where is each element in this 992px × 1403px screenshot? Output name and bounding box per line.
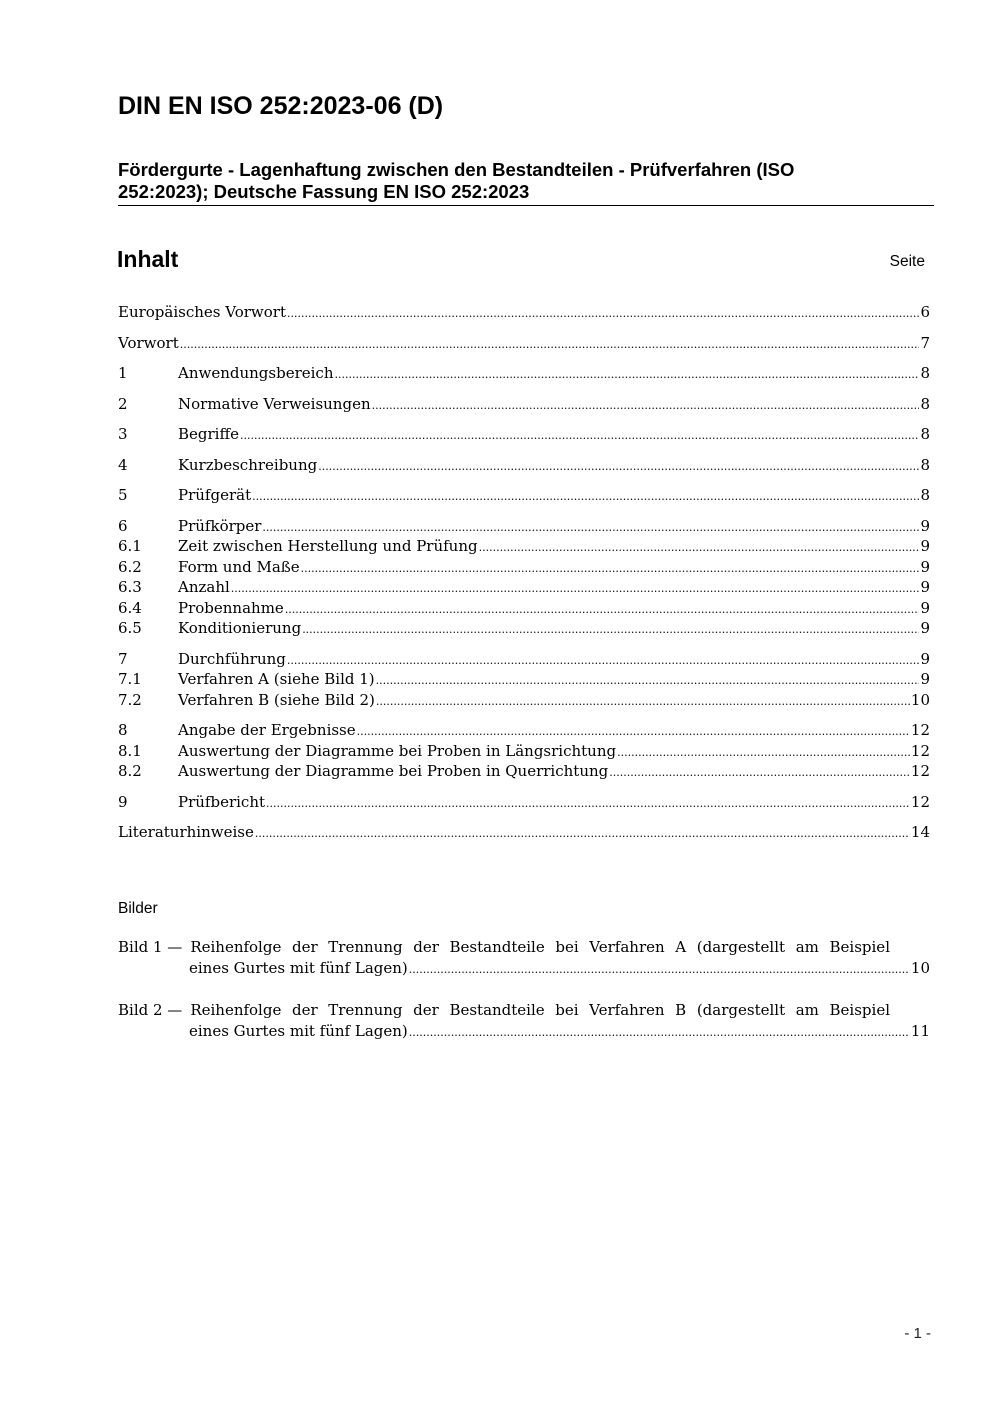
toc-entry[interactable] — [118, 822, 930, 843]
toc-entry-page: 10 — [910, 690, 930, 709]
toc-entry[interactable] — [118, 577, 930, 598]
figure-label: Bild 2 — — [118, 1001, 183, 1019]
toc-entry-number: 2 — [118, 394, 128, 413]
toc-entry-number: 6.3 — [118, 578, 142, 596]
toc-entry-page: 9 — [920, 670, 930, 688]
toc-entry-number: 9 — [118, 792, 128, 811]
toc-entry[interactable] — [118, 598, 930, 619]
toc-entry-title: Prüfgerät — [178, 486, 252, 504]
toc-entry-page: 8 — [920, 486, 930, 504]
toc-entry-title: Verfahren B (siehe Bild 2) — [178, 690, 375, 709]
figures-heading: Bilder — [118, 900, 158, 917]
toc-entry-page: 14 — [910, 823, 930, 841]
toc-entry-title: Normative Verweisungen — [178, 394, 371, 413]
toc-leader-dots — [180, 333, 920, 356]
toc-leader-dots — [240, 424, 919, 447]
subtitle-line-1: Fördergurte - Lagenhaftung zwischen den Bestandteilen - Prüfverfahren (ISO — [118, 159, 795, 180]
title-divider — [118, 205, 934, 206]
toc-entry[interactable] — [118, 455, 930, 476]
toc-leader-dots — [609, 761, 910, 784]
toc-entry-title: Verfahren A (siehe Bild 1) — [178, 670, 375, 688]
toc-entry-number: 6.5 — [118, 619, 142, 637]
table-of-contents — [118, 300, 930, 843]
toc-entry-number: 6.4 — [118, 598, 142, 617]
toc-leader-dots — [262, 516, 919, 539]
toc-entry[interactable] — [118, 302, 930, 323]
toc-leader-dots — [287, 649, 920, 672]
toc-entry[interactable] — [118, 536, 930, 557]
figure-title-line-1: Reihenfolge der Trennung der Bestandteile bei Verfahren A (dargestellt am Beispiel — [190, 938, 890, 956]
toc-entry[interactable] — [118, 557, 930, 578]
toc-entry-number: 8 — [118, 721, 128, 739]
toc-leader-dots — [231, 577, 920, 600]
toc-leader-dots — [318, 455, 919, 478]
toc-entry[interactable] — [118, 669, 930, 690]
toc-entry-title: Europäisches Vorwort — [118, 303, 286, 321]
toc-entry-page: 8 — [920, 364, 930, 382]
figure-title-line-1: Reihenfolge der Trennung der Bestandteile bei Verfahren B (dargestellt am Beispiel — [190, 1001, 890, 1019]
toc-entry[interactable] — [118, 792, 930, 813]
toc-entry-page: 9 — [920, 516, 930, 535]
toc-entry-number: 8.2 — [118, 762, 142, 780]
toc-entry-title: Literaturhinweise — [118, 823, 254, 841]
toc-leader-dots — [285, 598, 920, 621]
toc-entry[interactable] — [118, 424, 930, 445]
figure-title-line-2: eines Gurtes mit fünf Lagen) — [189, 1022, 408, 1040]
toc-entry-page: 9 — [920, 557, 930, 576]
toc-entry-page: 9 — [920, 619, 930, 637]
toc-entry-title: Durchführung — [178, 649, 286, 668]
toc-entry-page: 9 — [920, 649, 930, 668]
toc-entry[interactable] — [118, 333, 930, 354]
toc-entry[interactable] — [118, 649, 930, 670]
toc-entry[interactable] — [118, 485, 930, 506]
toc-entry[interactable] — [118, 618, 930, 639]
figure-label: Bild 1 — — [118, 938, 183, 956]
toc-entry-page: 8 — [920, 394, 930, 413]
toc-entry-number: 7 — [118, 649, 128, 668]
toc-entry-title: Anwendungsbereich — [178, 364, 334, 382]
toc-leader-dots — [479, 536, 920, 559]
toc-leader-dots — [409, 1021, 910, 1043]
toc-entry-number: 3 — [118, 425, 128, 443]
page-column-label: Seite — [889, 253, 925, 270]
toc-entry-page: 9 — [920, 578, 930, 596]
toc-entry-number: 7.2 — [118, 690, 142, 709]
toc-leader-dots — [302, 618, 919, 641]
toc-entry[interactable] — [118, 720, 930, 741]
toc-entry-number: 8.1 — [118, 741, 142, 760]
toc-entry-page: 9 — [920, 537, 930, 555]
figure-entry[interactable] — [118, 937, 930, 979]
toc-entry-page: 12 — [910, 721, 930, 739]
toc-entry-page: 12 — [910, 792, 930, 811]
toc-entry[interactable] — [118, 741, 930, 762]
toc-entry[interactable] — [118, 363, 930, 384]
toc-entry-title: Prüfbericht — [178, 792, 266, 811]
toc-entry-page: 9 — [920, 598, 930, 617]
toc-entry-number: 5 — [118, 486, 128, 504]
toc-entry-title: Begriffe — [178, 425, 240, 443]
toc-entry[interactable] — [118, 394, 930, 415]
subtitle-line-2: 252:2023); Deutsche Fassung EN ISO 252:2023 — [118, 181, 530, 202]
toc-entry-number: 6 — [118, 516, 128, 535]
toc-entry-title: Anzahl — [178, 578, 230, 596]
toc-entry-title: Probennahme — [178, 598, 284, 617]
figure-page: 11 — [910, 1022, 930, 1040]
toc-entry-title: Angabe der Ergebnisse — [178, 721, 356, 739]
toc-entry-title: Auswertung der Diagramme bei Proben in Querrichtung — [178, 762, 609, 780]
toc-entry-page: 8 — [920, 425, 930, 443]
toc-entry[interactable] — [118, 761, 930, 782]
document-subtitle — [118, 159, 878, 203]
toc-leader-dots — [409, 958, 910, 980]
figures-list — [118, 937, 930, 1063]
toc-entry-page: 7 — [920, 333, 930, 352]
toc-entry-number: 6.2 — [118, 557, 142, 576]
toc-entry-title: Kurzbeschreibung — [178, 455, 318, 474]
toc-heading: Inhalt — [117, 246, 179, 272]
toc-entry-number: 6.1 — [118, 537, 142, 555]
toc-leader-dots — [301, 557, 920, 580]
toc-entry-number: 1 — [118, 364, 128, 382]
toc-entry-title: Prüfkörper — [178, 516, 262, 535]
toc-entry[interactable] — [118, 690, 930, 711]
toc-leader-dots — [376, 669, 920, 692]
toc-leader-dots — [266, 792, 910, 815]
toc-entry-title: Konditionierung — [178, 619, 302, 637]
toc-entry-title: Zeit zwischen Herstellung und Prüfung — [178, 537, 478, 555]
toc-entry-title: Vorwort — [118, 333, 179, 352]
toc-leader-dots — [255, 822, 910, 845]
toc-entry[interactable] — [118, 516, 930, 537]
toc-leader-dots — [617, 741, 910, 764]
toc-entry-page: 6 — [920, 303, 930, 321]
toc-leader-dots — [287, 302, 919, 325]
toc-entry-page: 12 — [910, 741, 930, 760]
toc-leader-dots — [334, 363, 919, 386]
document-title: DIN EN ISO 252:2023-06 (D) — [118, 92, 444, 120]
toc-entry-number: 4 — [118, 455, 128, 474]
toc-leader-dots — [372, 394, 920, 417]
figure-entry[interactable] — [118, 1000, 930, 1042]
toc-entry-title: Form und Maße — [178, 557, 300, 576]
figure-page: 10 — [910, 959, 930, 977]
toc-entry-number: 7.1 — [118, 670, 142, 688]
toc-leader-dots — [252, 485, 919, 508]
toc-entry-page: 12 — [910, 762, 930, 780]
figure-title-line-2: eines Gurtes mit fünf Lagen) — [189, 959, 408, 977]
toc-entry-title: Auswertung der Diagramme bei Proben in Längsrichtung — [178, 741, 617, 760]
toc-leader-dots — [357, 720, 910, 743]
toc-entry-page: 8 — [920, 455, 930, 474]
page-number: - 1 - — [904, 1325, 931, 1342]
toc-leader-dots — [376, 690, 910, 713]
